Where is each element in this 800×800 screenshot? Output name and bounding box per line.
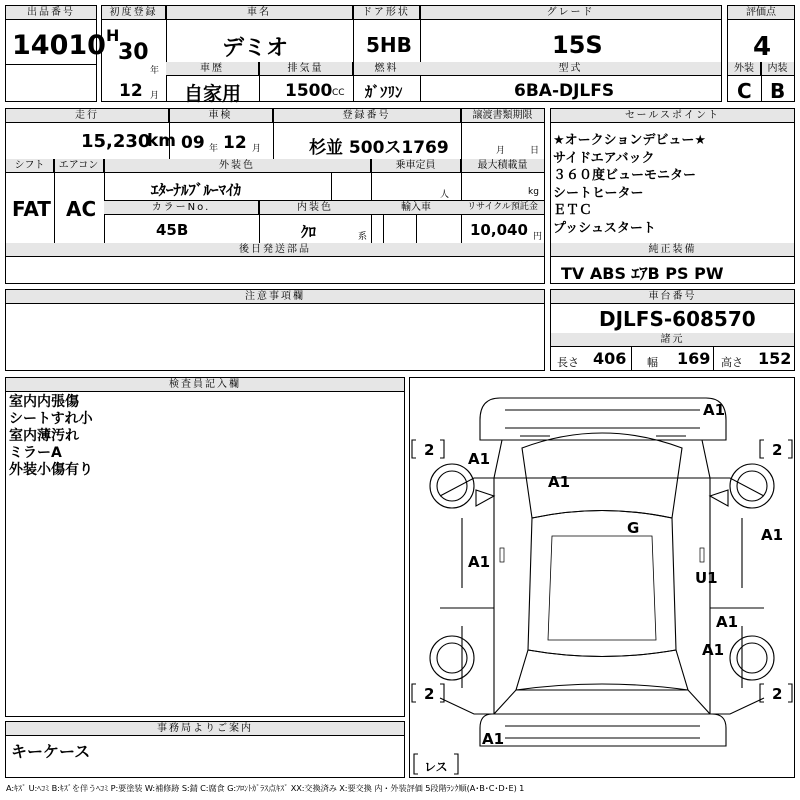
office-label: 事務局よりご案内 — [6, 722, 404, 736]
inspection-label: 車検 — [169, 109, 273, 123]
shift-label: シフト — [6, 159, 54, 173]
inspection-year: 09 — [181, 133, 205, 153]
equipment: TV ABS ｴｱB PS PW — [561, 264, 724, 283]
tire-rl: 2 — [424, 685, 435, 703]
recycle-fee: 10,040 — [470, 221, 528, 239]
damage-mark: U1 — [695, 569, 718, 587]
first-reg-year: 30 — [118, 40, 149, 65]
inspector-line: 外装小傷有り — [9, 462, 93, 478]
sales-point: ★オークションデビュー★ — [553, 133, 707, 148]
height: 152 — [758, 349, 792, 368]
aircon: AC — [66, 197, 97, 221]
inspector-line: ミラーA — [9, 445, 62, 461]
displacement-label: 排気量 — [259, 62, 353, 76]
mileage: 15,230 — [81, 131, 151, 152]
height-label: 高さ — [721, 356, 743, 369]
spare-tire: レス — [424, 760, 448, 774]
capacity-label: 乗車定員 — [371, 159, 461, 173]
lot-box — [5, 5, 106, 102]
score-box — [727, 5, 795, 102]
damage-mark: A1 — [482, 730, 505, 748]
displacement-unit: CC — [332, 88, 345, 98]
damage-mark: A1 — [548, 473, 571, 491]
sales-point: ３６０度ビューモニター — [553, 168, 697, 183]
lot-number: 14010 — [12, 30, 106, 61]
damage-mark: A1 — [761, 526, 784, 544]
ext-label: 外装 — [728, 62, 761, 76]
inspector-line: シートすれ小 — [9, 411, 93, 427]
month-unit: 月 — [150, 91, 160, 101]
car-name: デミオ — [222, 36, 289, 61]
import-label: 輸入車 — [371, 201, 461, 215]
legend: A:ｷｽﾞ U:ﾍｺﾐ B:ｷｽﾞを伴うﾍｺﾐ P:要塗装 W:補修跡 S:錆 C:腐食 G:ﾌﾛﾝﾄｶﾞﾗｽ点ｷｽﾞ XX:交換済み X:要交換 内・外装評価 5段階ﾗﾝｸ順(A･B･C･D･E) 1 — [6, 783, 525, 793]
chassis-box — [550, 289, 795, 371]
chassis-label: 車台番号 — [551, 290, 794, 304]
grade-label: グレード — [420, 6, 721, 20]
capacity-unit: 人 — [440, 190, 450, 200]
history: 自家用 — [184, 83, 242, 105]
sales-points-box — [550, 108, 795, 284]
inspector-line: 室内内張傷 — [9, 394, 79, 410]
displacement: 1500 — [285, 81, 333, 101]
sales-point: ＥＴＣ — [553, 203, 593, 218]
office-note: キーケース — [11, 742, 91, 761]
inspector-box — [5, 377, 405, 717]
model-label: 型式 — [420, 62, 721, 76]
notes-box — [5, 289, 545, 371]
interior-color-label: 内装色 — [259, 201, 371, 215]
car-diagram — [410, 378, 794, 777]
transfer-label: 譲渡書類期限 — [461, 109, 544, 123]
model: 6BA-DJLFS — [514, 81, 615, 101]
damage-mark: A1 — [703, 401, 726, 419]
first-reg-label: 初度登録 — [102, 6, 166, 20]
interior-color: ｸﾛ — [301, 223, 317, 241]
history-label: 車歴 — [166, 62, 259, 76]
name-label: 車名 — [166, 6, 353, 20]
recycle-label: リサイクル預託金 — [461, 201, 544, 215]
registration-number: 杉並 500ス1769 — [309, 138, 449, 158]
sales-points-label: セールスポイント — [551, 109, 794, 123]
notes-label: 注意事項欄 — [6, 290, 544, 304]
score: 4 — [753, 32, 772, 62]
grade: 15S — [552, 31, 603, 59]
tire-fr: 2 — [772, 441, 783, 459]
damage-mark: A1 — [716, 613, 739, 631]
score-label: 評価点 — [728, 6, 794, 20]
tire-rr: 2 — [772, 685, 783, 703]
year-unit: 年 — [150, 66, 160, 76]
mileage-label: 走行 — [6, 109, 169, 123]
mileage-unit: km — [147, 131, 177, 151]
width-label: 幅 — [647, 356, 658, 369]
damage-mark: A1 — [468, 450, 491, 468]
transfer-month-unit: 月 — [496, 146, 506, 156]
office-box — [5, 721, 405, 778]
first-reg-month: 12 — [119, 81, 143, 101]
later-parts-label: 後日発送部品 — [6, 243, 544, 257]
vehicle-details-box — [5, 108, 545, 284]
damage-mark: G — [627, 519, 640, 537]
int-label: 内装 — [761, 62, 794, 76]
ac-label: エアコン — [54, 159, 104, 173]
width: 169 — [677, 349, 711, 368]
inspector-line: 室内薄汚れ — [9, 428, 79, 444]
color-no-label: カラーNo. — [104, 201, 259, 215]
int-grade: B — [770, 79, 786, 103]
interior-color-unit: 系 — [358, 232, 368, 242]
inspector-label: 検査員記入欄 — [6, 378, 404, 392]
inspection-year-unit: 年 — [209, 144, 219, 154]
load-unit: kg — [528, 187, 539, 197]
lot-label: 出品番号 — [6, 6, 96, 20]
chassis-number: DJLFS-608570 — [599, 307, 756, 331]
sales-point: プッシュスタート — [553, 220, 656, 236]
tire-fl: 2 — [424, 441, 435, 459]
length-label: 長さ — [557, 356, 579, 369]
sales-point: サイドエアバック — [553, 150, 655, 166]
recycle-unit: 円 — [533, 232, 543, 242]
equipment-label: 純正装備 — [551, 243, 794, 257]
length: 406 — [593, 349, 627, 368]
inspector-notes — [9, 394, 93, 479]
exterior-color: ｴﾀｰﾅﾙﾌﾞﾙｰﾏｲｶ — [151, 181, 242, 199]
transfer-day-unit: 日 — [530, 146, 540, 156]
sales-point: シートヒーター — [553, 185, 644, 201]
color-label: 外装色 — [104, 159, 371, 173]
era: H — [106, 26, 120, 45]
registration-label: 登録番号 — [273, 109, 461, 123]
main-info-box — [101, 5, 722, 105]
damage-mark: A1 — [702, 641, 725, 659]
sales-points-list — [553, 132, 706, 237]
damage-diagram-box — [409, 377, 795, 778]
ext-grade: C — [737, 79, 752, 103]
fuel-label: 燃料 — [353, 62, 420, 76]
fuel: ｶﾞｿﾘﾝ — [365, 83, 403, 101]
door-label: ドア形状 — [353, 6, 420, 20]
load-label: 最大積載量 — [461, 159, 544, 173]
inspection-month: 12 — [223, 133, 247, 153]
color-number: 45B — [156, 221, 189, 239]
inspection-month-unit: 月 — [252, 144, 262, 154]
dims-label: 諸元 — [551, 333, 794, 347]
shift: FAT — [12, 197, 51, 221]
door-type: 5HB — [366, 33, 412, 57]
damage-mark: A1 — [468, 553, 491, 571]
